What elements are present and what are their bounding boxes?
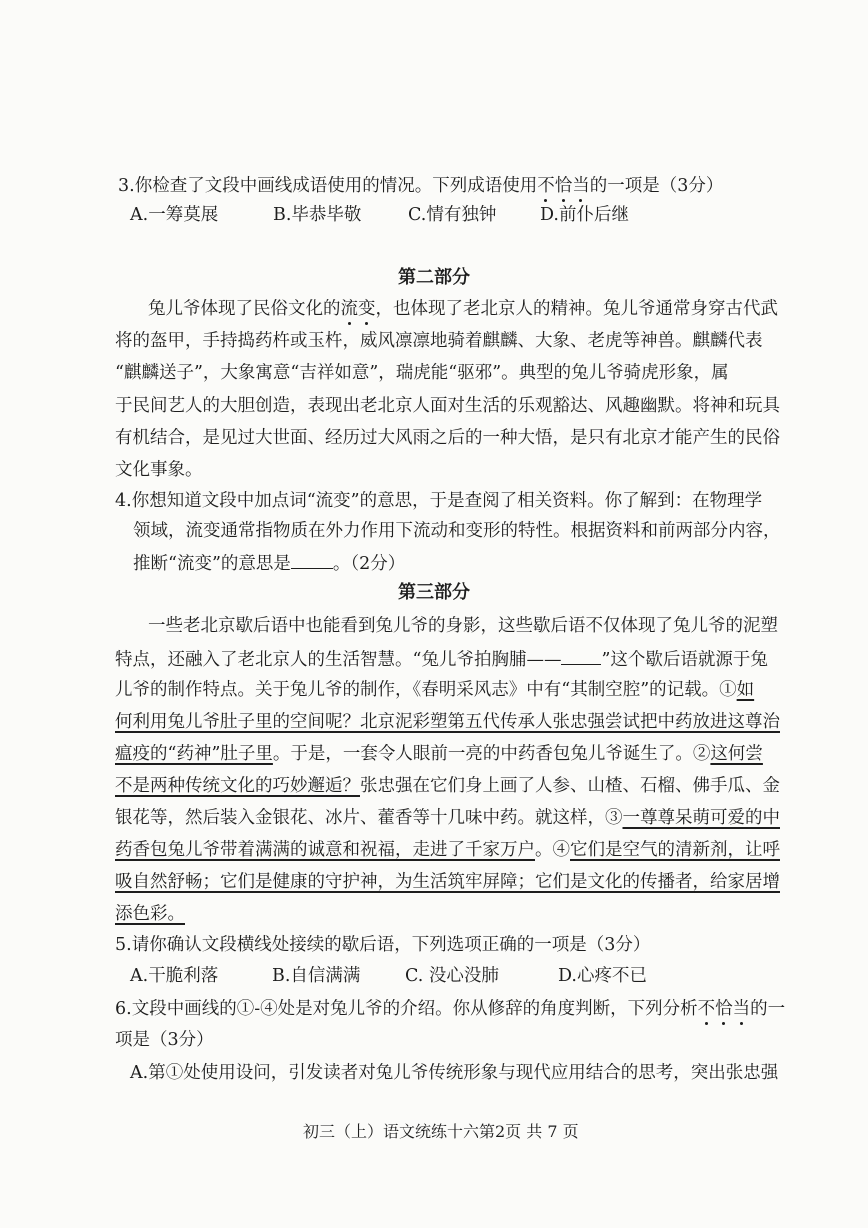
q3-stem-text: 3.你检查了文段中画线成语使用的情况。下列成语使用: [118, 176, 538, 196]
q3-stem-score: 的一项是（3分）: [589, 176, 724, 196]
q5-option-d: D.心疼不已: [558, 966, 647, 986]
underlined-text: 一尊尊呆萌可爱的中: [622, 808, 780, 828]
underlined-text: 药香包兔儿爷带着满满的诚意和祝福，走进了千家万户: [115, 840, 535, 860]
part3-line: [115, 744, 763, 764]
text-run: 。④: [535, 840, 570, 860]
text-run: 6.文段中画线的①-④处是对兔儿爷的介绍。你从修辞的角度判断，下列分析: [115, 999, 698, 1019]
emphasis-char: 变: [358, 299, 376, 319]
part3-line: [115, 776, 780, 796]
part2-line: 于民间艺人的大胆创造，表现出老北京人面对生活的乐观豁达、风趣幽默。将神和玩具: [115, 396, 780, 416]
part3-line: [115, 808, 780, 828]
text-run: 。于是，一套令人眼前一亮的中药香包兔儿爷诞生了。②: [272, 744, 711, 764]
part2-line: [148, 299, 778, 319]
answer-blank: [561, 648, 601, 665]
part3-line-underlined: 添色彩。: [115, 904, 185, 924]
underlined-text: 它们是空气的清新剂，让呼: [570, 840, 780, 860]
text-run: 银花等，然后装入金银花、冰片、藿香等十几味中药。就这样，③: [115, 808, 623, 828]
underlined-text: 这何尝: [710, 744, 763, 764]
part2-title: 第二部分: [398, 267, 470, 288]
q6-option-a: A.第①处使用设问，引发读者对兔儿爷传统形象与现代应用结合的思考，突出张忠强: [130, 1063, 779, 1083]
page-footer: 初三（上）语文统练十六第2页 共 7 页: [303, 1122, 579, 1141]
q5-stem: 5.请你确认文段横线处接续的歇后语，下列选项正确的一项是（3分）: [115, 935, 651, 955]
part3-line: 一些老北京歇后语中也能看到兔儿爷的身影，这些歇后语不仅体现了兔儿爷的泥塑: [148, 616, 778, 636]
q3-option-a: A.一筹莫展: [130, 205, 219, 225]
underlined-text: 如: [736, 680, 755, 700]
q3-option-b: B.毕恭毕敬: [273, 205, 362, 225]
part3-line: [115, 680, 754, 700]
text-run: 。（2分）: [332, 554, 406, 574]
answer-blank: [291, 552, 333, 569]
text-run: 特点，还融入了老北京人的生活智慧。“兔儿爷拍胸脯——: [115, 650, 562, 670]
text-run: 兔儿爷体现了民俗文化的: [148, 299, 341, 319]
text-run: ，也体现了老北京人的精神。兔儿爷通常身穿古代武: [375, 299, 778, 319]
text-run: 张忠强在它们身上画了人参、山楂、石榴、佛手瓜、金: [360, 776, 780, 796]
part3-line: [115, 840, 780, 860]
emphasis-char: 当: [572, 176, 590, 196]
text-run: ”这个歇后语就源于兔: [601, 650, 768, 670]
text-run: 的一: [750, 999, 786, 1019]
text-run: 儿爷的制作特点。关于兔儿爷的制作，《春明采风志》中有“其制空腔”的记载。①: [115, 680, 737, 700]
q4-line: [133, 552, 405, 574]
emphasis-char: 不: [537, 176, 555, 196]
underlined-text: 瘟疫的“药神”肚子里: [115, 744, 273, 764]
q5-option-c: C. 没心没肺: [405, 966, 499, 986]
emphasis-char: 不: [697, 999, 716, 1019]
q3-option-d: D.前仆后继: [540, 205, 629, 225]
part2-line: “麒麟送子”，大象寓意“吉祥如意”，瑞虎能“驱邪”。典型的兔儿爷骑虎形象，属: [115, 363, 729, 383]
emphasis-char: 恰: [715, 999, 733, 1019]
q4-line: 领域，流变通常指物质在外力作用下流动和变形的特性。根据资料和前两部分内容，: [133, 521, 781, 541]
q3-option-c: C.情有独钟: [408, 205, 497, 225]
q4-line: 4.你想知道文段中加点词“流变”的意思，于是查阅了相关资料。你了解到：在物理学: [115, 491, 763, 511]
emphasis-char: 当: [732, 999, 751, 1019]
part3-line: [115, 648, 768, 670]
part3-title: 第三部分: [398, 582, 470, 603]
emphasis-char: 流: [340, 299, 358, 319]
part3-line-underlined: 吸自然舒畅；它们是健康的守护神，为生活筑牢屏障；它们是文化的传播者，给家居增: [115, 872, 780, 892]
part3-line-underlined: 何利用兔儿爷肚子里的空间呢？北京泥彩塑第五代传承人张忠强尝试把中药放进这尊治: [115, 712, 780, 732]
q6-stem: [115, 999, 785, 1019]
part2-line: 文化事象。: [115, 460, 203, 480]
underlined-text: 不是两种传统文化的巧妙邂逅？: [115, 776, 360, 796]
part2-line: 有机结合，是见过大世面、经历过大风雨之后的一种大悟，是只有北京才能产生的民俗: [115, 428, 780, 448]
q5-option-b: B.自信满满: [272, 966, 361, 986]
emphasis-char: 恰: [554, 176, 573, 196]
text-run: 推断“流变”的意思是: [133, 554, 291, 574]
q3-stem: [118, 176, 723, 196]
q6-stem-cont: 项是（3分）: [115, 1030, 214, 1050]
q5-option-a: A.干脆利落: [130, 966, 219, 986]
part2-line: 将的盔甲，手持捣药杵或玉杵，威风凛凛地骑着麒麟、大象、老虎等神兽。麒麟代表: [115, 331, 763, 351]
